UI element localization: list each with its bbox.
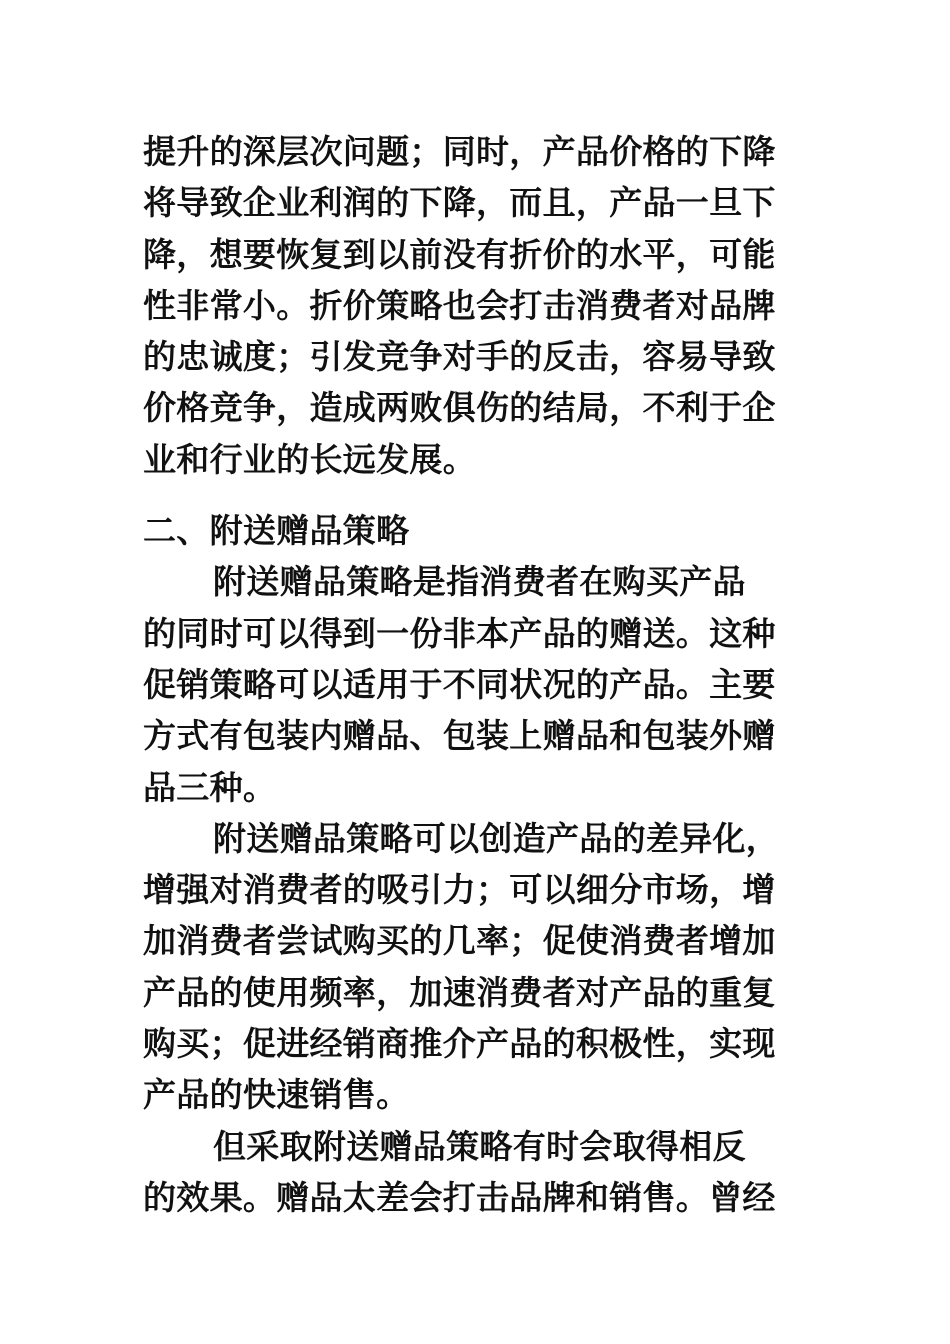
text-line: 加消费者尝试购买的几率；促使消费者增加 xyxy=(143,921,776,961)
paragraph-discount-risks xyxy=(143,126,823,485)
text-line: 但采取附送赠品策略有时会取得相反 xyxy=(213,1126,746,1166)
text-line: 附送赠品策略是指消费者在购买产品 xyxy=(213,562,746,602)
section-heading: 二、附送赠品策略 xyxy=(143,511,410,551)
text-line: 业和行业的长远发展。 xyxy=(143,439,476,479)
text-line: 价格竞争，造成两败俱伤的结局，不利于企 xyxy=(143,388,776,428)
text-line: 产品的使用频率，加速消费者对产品的重复 xyxy=(143,972,776,1012)
text-line: 的效果。赠品太差会打击品牌和销售。曾经 xyxy=(143,1177,776,1217)
paragraph-gift-benefits xyxy=(143,813,823,1121)
text-line: 性非常小。折价策略也会打击消费者对品牌 xyxy=(143,285,776,325)
text-line: 的忠诚度；引发竞争对手的反击，容易导致 xyxy=(143,337,776,377)
text-line: 降，想要恢复到以前没有折价的水平，可能 xyxy=(143,234,776,274)
text-line: 的同时可以得到一份非本产品的赠送。这种 xyxy=(143,613,776,653)
paragraph-gift-definition xyxy=(143,556,823,812)
text-line: 品三种。 xyxy=(143,767,277,807)
text-line: 将导致企业利润的下降，而且，产品一旦下 xyxy=(143,183,776,223)
text-line: 产品的快速销售。 xyxy=(143,1075,410,1115)
section-spacer xyxy=(143,485,823,505)
text-line: 方式有包装内赠品、包装上赠品和包装外赠 xyxy=(143,716,776,756)
text-line: 增强对消费者的吸引力；可以细分市场，增 xyxy=(143,870,776,910)
text-line: 购买；促进经销商推介产品的积极性，实现 xyxy=(143,1024,776,1064)
text-line: 附送赠品策略可以创造产品的差异化， xyxy=(213,818,780,858)
text-line: 提升的深层次问题；同时，产品价格的下降 xyxy=(143,132,776,171)
document-body xyxy=(143,126,823,1223)
text-line: 促销策略可以适用于不同状况的产品。主要 xyxy=(143,664,776,704)
paragraph-gift-risks xyxy=(143,1121,823,1224)
